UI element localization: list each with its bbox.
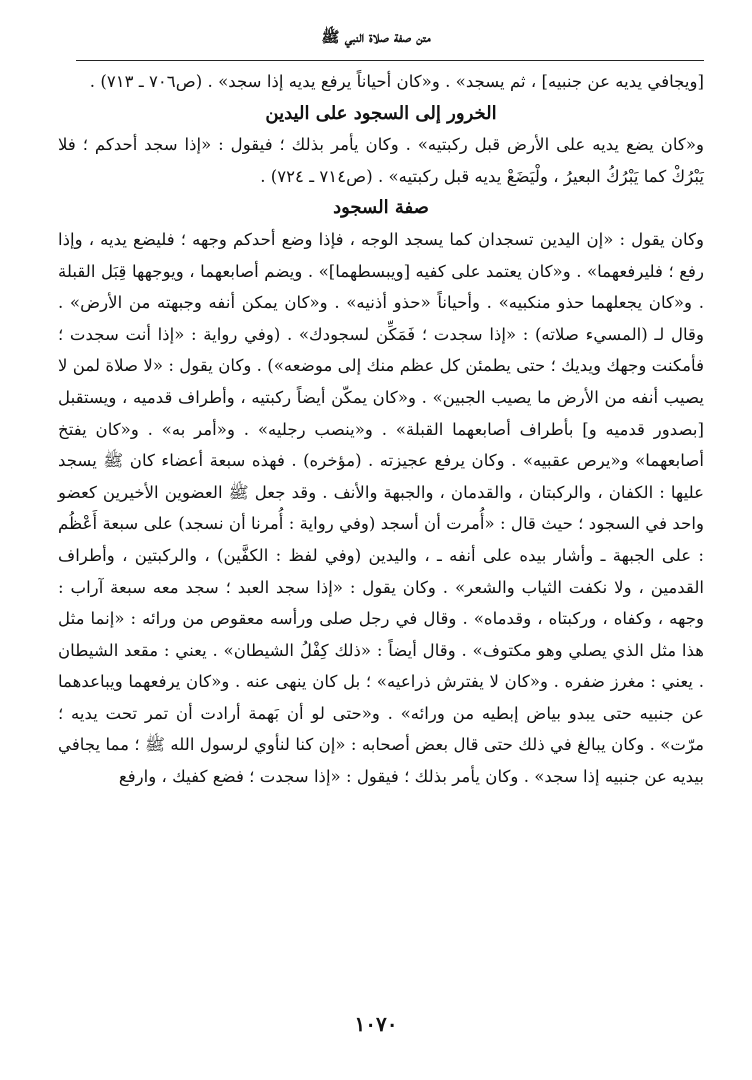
main-text	[58, 66, 704, 793]
paragraph-continuation: [ويجافي يديه عن جنبيه] ، ثم يسجد» . و«كان أحياناً يرفع يديه إذا سجد» . (ص٧٠٦ ـ ٧١٣) .	[89, 72, 704, 91]
paragraph-prostration: وكان يقول : «إن اليدين تسجدان كما يسجد الوجه ، فإذا وضع أحدكم وجهه ؛ فليضع يديه ، وإذا رفع ؛ فليرفعهما» . و«كان يعتمد على كفيه [ويبسطهما]» . ويضم أصابعهما ، ويوجهها قِبَل القبلة . و«كان يجعلهما حذو منكبيه» . وأحياناً «حذو أذنيه» . و«كان يمكن أنفه وجبهته من الأرض» . وقال لـ (المسيء صلاته) : «إذا سجدت ؛ فَمَكِّن لسجودك» . (وفي رواية : «إذا أنت سجدت ؛ فأمكنت وجهك ويديك ؛ حتى يطمئن كل عظم منك إلى موضعه») . وكان يقول : «لا صلاة لمن لا يصيب أنفه من الأرض ما يصيب الجبين» . و«كان يمكّن أيضاً ركبتيه ، وأطراف قدميه ، ويستقبل [بصدور قدميه و] بأطراف أصابعهما القبلة» . و«ينصب رجليه» . و«أمر به» . و«كان يفتخ أصابعهما» و«يرص عقبيه» . وكان يرفع عجيزته . (مؤخره) . فهذه سبعة أعضاء كان ﷺ يسجد عليها : الكفان ، والركبتان ، والقدمان ، والجبهة والأنف . وقد جعل ﷺ العضوين الأخيرين كعضو واحد في السجود ؛ حيث قال : «أُمرت أن أسجد (وفي رواية : أُمرنا أن نسجد) على سبعة أَعْظُم : على الجبهة ـ وأشار بيده على أنفه ـ ، واليدين (وفي لفظ : الكفَّين) ، والركبتين ، وأطراف القدمين ، ولا نكفت الثياب والشعر» . وكان يقول : «إذا سجد العبد ؛ سجد معه سبعة آراب : وجهه ، وكفاه ، وركبتاه ، وقدماه» . وقال في رجل صلى ورأسه معقوص من ورائه : «إنما مثل هذا مثل الذي يصلي وهو مكتوف» . وقال أيضاً : «ذلك كِفْلُ الشيطان» . يعني : مقعد الشيطان . يعني : مغرز ضفره . و«كان لا يفترش ذراعيه» ؛ بل كان ينهى عنه . و«كان يرفعهما ويباعدهما عن جنبيه حتى يبدو بياض إبطيه من ورائه» . و«حتى لو أن بَهمة أرادت أن تمر تحت يديه ؛ مرّت» . وكان يبالغ في ذلك حتى قال بعض أصحابه : «إن كنا لنأوي لرسول الله ﷺ ؛ مما يجافي بيديه عن جنبيه إذا سجد» . وكان يأمر بذلك ؛ فيقول : «إذا سجدت ؛ فضع كفيك ، وارفع	[58, 229, 704, 787]
section-heading-prostration: صفة السجود	[333, 197, 429, 219]
section-heading-descent: الخرور إلى السجود على اليدين	[265, 102, 497, 124]
page-number: ١٠٧٠	[354, 1012, 398, 1036]
paragraph-descent: و«كان يضع يديه على الأرض قبل ركبتيه» . وكان يأمر بذلك ؛ فيقول : «إذا سجد أحدكم ؛ فلا يَبْرُكْ كما يَبْرُكُ البعيرُ ، ولْيَضَعْ يديه قبل ركبتيه» . (ص٧١٤ ـ ٧٢٤) .	[58, 135, 704, 186]
header-rule	[76, 60, 704, 61]
running-header: متن صفة صلاة النبي ﷺ	[321, 28, 431, 46]
